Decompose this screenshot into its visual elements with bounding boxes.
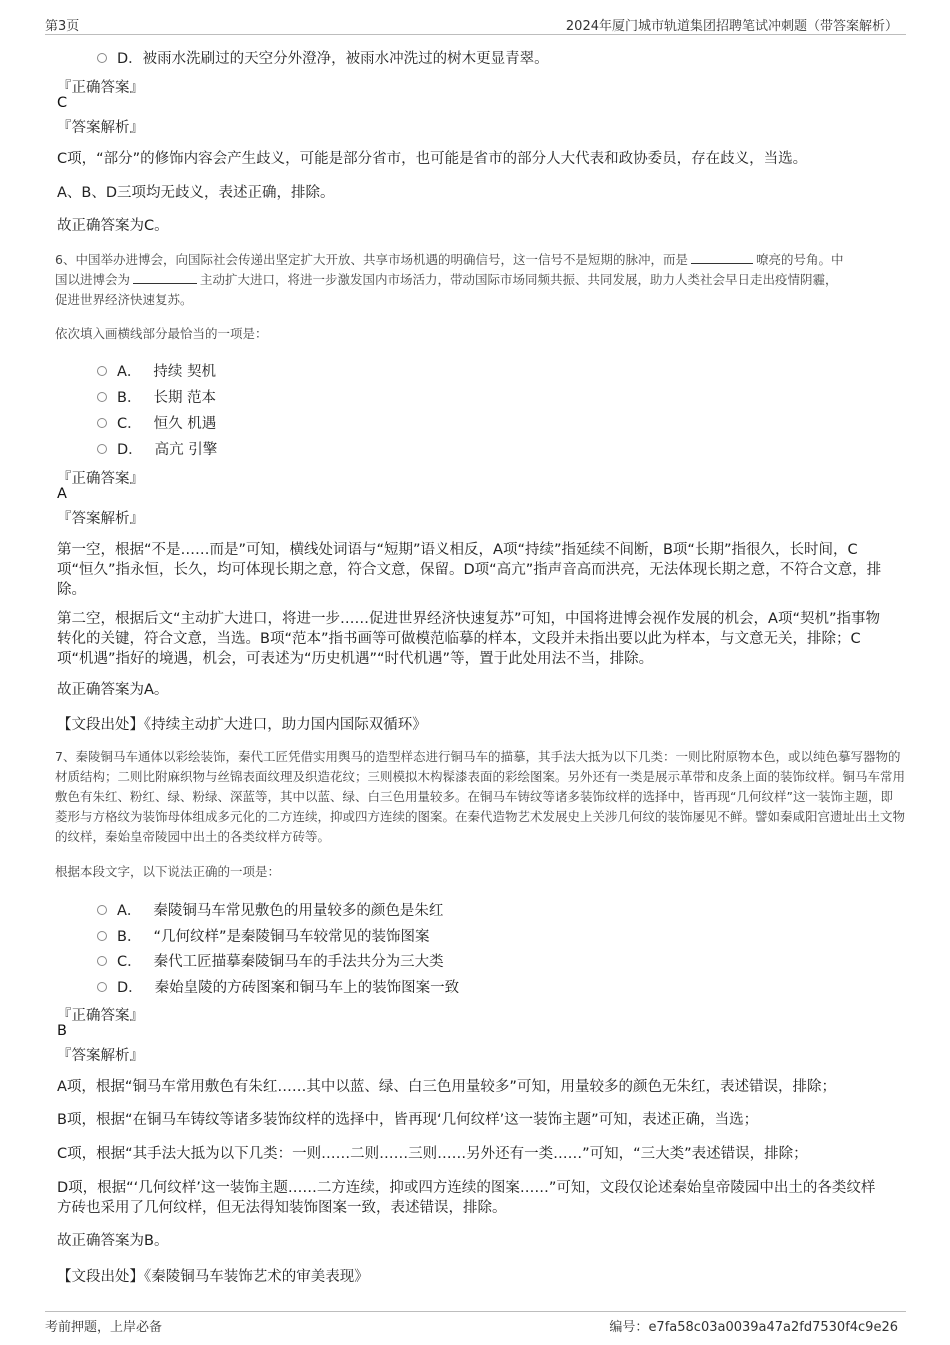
q6-analysis-label: 『答案解析』 xyxy=(57,511,144,527)
q7-prompt: 根据本段文字，以下说法正确的一项是： xyxy=(55,864,281,879)
q7-stem: 7、秦陵铜马车通体以彩绘装饰，秦代工匠凭借实用舆马的造型样态进行铜马车的描摹，其手法大抵为以下几类：一则比附原物本色，或以纯色摹写器物的材质结构；二则比附麻织物与丝锦表面纹理及织造花纹；三则模拟木构髹漆表面的彩绘图案。另外还有一类是展示革带和皮条上面的装饰纹样。铜马车常用敷色有朱红、粉红、绿、粉绿、深蓝等，其中以蓝、绿、白三色用量较多。在铜马车铸纹等诸多装饰纹样的选择中，皆再现“几何纹样”这一装饰主题，即菱形与方格纹为装饰母体组成多元化的二方连续，抑或四方连续的图案。在秦代造物艺术发展史上关涉几何纹的装饰屡见不鲜。譬如秦咸阳宫遗址出土文物的纹样，秦始皇帝陵园中出土的各类纹样方砖等。 xyxy=(55,749,906,844)
q7-option-a[interactable]: A． 秦陵铜马车常见敷色的用量较多的颜色是朱红 xyxy=(97,899,443,920)
q6-analysis-3: 故正确答案为A。 xyxy=(57,682,169,698)
q7-option-d[interactable]: D． 秦始皇陵的方砖图案和铜马车上的装饰图案一致 xyxy=(97,976,459,997)
radio-icon xyxy=(97,444,107,454)
radio-icon xyxy=(97,418,107,428)
page-number: 第3页 xyxy=(45,19,80,34)
q7-analysis-5: 故正确答案为B。 xyxy=(57,1233,169,1249)
q7-option-c[interactable]: C． 秦代工匠描摹秦陵铜马车的手法共分为三大类 xyxy=(97,950,444,971)
q7-analysis-2: B项，根据“在铜马车铸纹等诸多装饰纹样的选择中，皆再现‘几何纹样’这一装饰主题”可知，表述正确，当选； xyxy=(57,1112,759,1128)
radio-icon xyxy=(97,956,107,966)
radio-icon xyxy=(97,53,107,63)
q5-analysis-1: C项，“部分”的修饰内容会产生歧义，可能是部分省市，也可能是省市的部分人大代表和政协委员，存在歧义，当选。 xyxy=(57,151,808,167)
radio-icon xyxy=(97,931,107,941)
document-code: 编号：e7fa58c03a0039a47a2fd7530f4c9e26 xyxy=(609,1320,898,1335)
q6-prompt: 依次填入画横线部分最恰当的一项是： xyxy=(55,326,268,341)
q7-analysis-3: C项，根据“其手法大抵为以下几类：一则……二则……三则……另外还有一类……”可知，“三大类”表述错误，排除； xyxy=(57,1146,808,1162)
q7-answer: B xyxy=(57,1023,67,1039)
q7-analysis-label: 『答案解析』 xyxy=(57,1048,144,1064)
q7-source: 【文段出处】《秦陵铜马车装饰艺术的审美表现》 xyxy=(57,1269,369,1285)
q6-analysis-2: 第二空，根据后文“主动扩大进口，将进一步……促进世界经济快速复苏”可知，中国将进博会视作发展的机会，A项“契机”指事物转化的关键，符合文意，当选。B项“范本”指书画等可做模范临摹的样本，文段并未指出要以此为样本，与文意无关，排除；C项“机遇”指好的境遇，机会，可表述为“历史机遇”“时代机遇”等，置于此处用法不当，排除。 xyxy=(57,611,880,667)
q5-analysis-3: 故正确答案为C。 xyxy=(57,218,169,234)
radio-icon xyxy=(97,905,107,915)
q5-analysis-label: 『答案解析』 xyxy=(57,120,144,136)
q7-option-b[interactable]: B． “几何纹样”是秦陵铜马车较常见的装饰图案 xyxy=(97,925,429,946)
footer-slogan: 考前押题，上岸必备 xyxy=(45,1320,163,1335)
q6-answer: A xyxy=(57,486,67,502)
q5-option-d[interactable]: D．被雨水洗刷过的天空分外澄净，被雨水冲洗过的树木更显青翠。 xyxy=(97,47,549,68)
q7-correct-answer-label: 『正确答案』 xyxy=(57,1008,144,1024)
q7-analysis-1: A项，根据“铜马车常用敷色有朱红……其中以蓝、绿、白三色用量较多”可知，用量较多的颜色无朱红，表述错误，排除； xyxy=(57,1079,836,1095)
radio-icon xyxy=(97,366,107,376)
q5-correct-answer-label: 『正确答案』 xyxy=(57,80,144,96)
q6-option-a[interactable]: A． 持续 契机 xyxy=(97,360,216,381)
page-header xyxy=(45,14,906,35)
q6-stem: 6、中国举办进博会，向国际社会传递出坚定扩大开放、共享市场机遇的明确信号，这一信号不是短期的脉冲，而是 嘹亮的号角。中 国以进博会为 主动扩大进口，将进一步激发国内市场活力，带动国际市场同频共振、共同发展，助力人类社会早日走出疫情阴霾， 促进世界经济快速复苏。 xyxy=(55,252,844,307)
q5-answer: C xyxy=(57,95,68,111)
radio-icon xyxy=(97,982,107,992)
blank-line xyxy=(691,251,753,264)
q6-option-c[interactable]: C． 恒久 机遇 xyxy=(97,412,216,433)
radio-icon xyxy=(97,392,107,402)
q6-source: 【文段出处】《持续主动扩大进口，助力国内国际双循环》 xyxy=(57,717,427,733)
page-footer xyxy=(45,1311,906,1334)
q5-analysis-2: A、B、D三项均无歧义，表述正确，排除。 xyxy=(57,185,335,201)
q6-analysis-1: 第一空，根据“不是……而是”可知，横线处词语与“短期”语义相反，A项“持续”指延续不间断，B项“长期”指很久，长时间，C项“恒久”指永恒，长久，均可体现长期之意，符合文意，保留。D项“高亢”指声音高而洪亮，无法体现长期之意，不符合文意，排除。 xyxy=(57,542,882,598)
document-title: 2024年厦门城市轨道集团招聘笔试冲刺题（带答案解析） xyxy=(565,19,898,34)
q6-option-b[interactable]: B． 长期 范本 xyxy=(97,386,216,407)
q7-analysis-4: D项，根据“‘几何纹样’这一装饰主题……二方连续，抑或四方连续的图案……”可知，文段仅论述秦始皇帝陵园中出土的各类纹样方砖也采用了几何纹样，但无法得知装饰图案一致，表述错误，排除。 xyxy=(57,1180,876,1216)
q6-correct-answer-label: 『正确答案』 xyxy=(57,471,144,487)
q6-option-d[interactable]: D． 高亢 引擎 xyxy=(97,438,217,459)
blank-line xyxy=(133,271,197,284)
